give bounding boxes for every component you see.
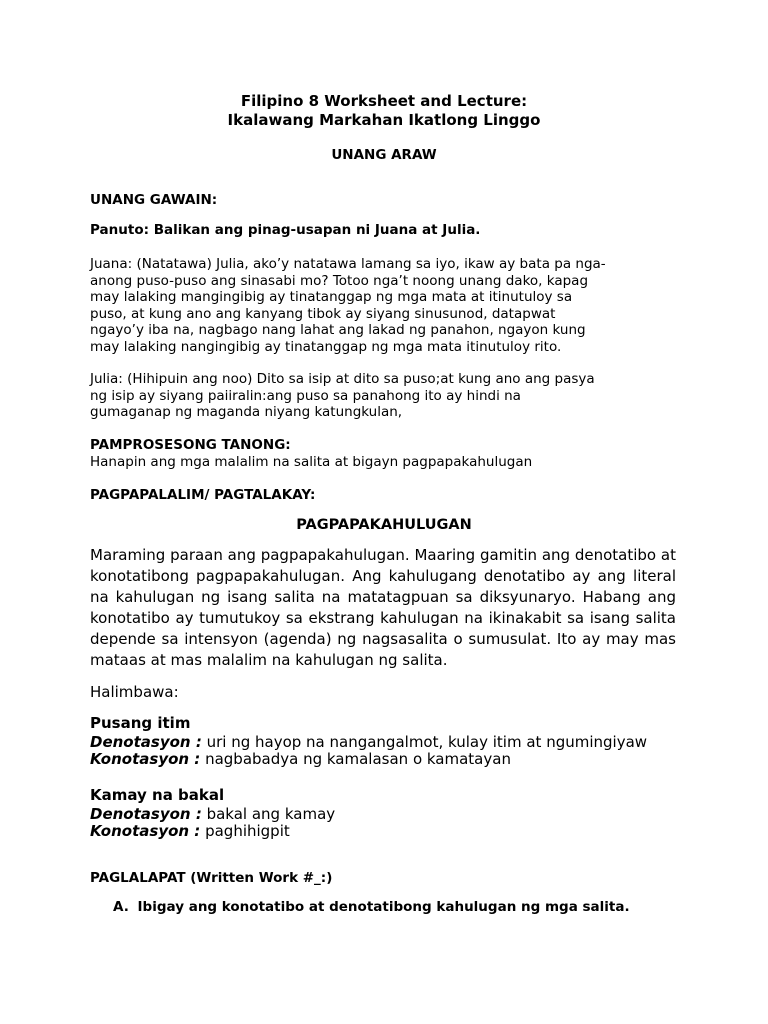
konotasyon-text: paghihigpit [205, 822, 290, 840]
example-term: Kamay na bakal [90, 786, 225, 804]
dialogue-line: may lalaking nangingibig ay tinatanggap ng mga mata itinutuloy rito. [90, 338, 562, 355]
denotasyon-label: Denotasyon : [90, 733, 202, 751]
dialogue-line: ngayo’y iba na, nagbago nang lahat ang lakad ng panahon, ngayon kung [90, 322, 586, 338]
halimbawa-label: Halimbawa: [90, 683, 179, 701]
dialogue-line: puso, at kung ano ang kanyang tibok ay siyang sinusunod, datapwat [90, 305, 556, 322]
dialogue-line: may lalaking mangingibig ay tinatanggap ng mga mata at itinutuloy sa [90, 289, 573, 305]
konotasyon-text: nagbabadya ng kamalasan o kamatayan [205, 750, 511, 768]
instruction-text: Panuto: Balikan ang pinag-usapan ni Juana at Julia. [90, 222, 481, 238]
pamprosesong-tanong-heading: PAMPROSESONG TANONG: [90, 437, 291, 453]
julia-dialogue [90, 371, 595, 421]
dialogue-line: Julia: (Hihipuin ang noo) Dito sa isip at dito sa puso;at kung ano ang pasya [90, 371, 595, 387]
pamprosesong-tanong-text: Hanapin ang mga malalim na salita at bigayn pagpapakahulugan [90, 454, 533, 470]
denotasyon-line [90, 805, 335, 823]
item-marker: A. [113, 899, 129, 915]
item-text: Ibigay ang konotatibo at denotatibong kahulugan ng mga salita. [137, 899, 630, 915]
pagpapalalim-heading: PAGPAPALALIM/ PAGTALAKAY: [90, 487, 316, 503]
dialogue-line: anong puso-puso ang sinasabi mo? Totoo nga’t noong unang dako, kapag [90, 272, 589, 289]
paglalapat-heading: PAGLALAPAT (Written Work #_:) [90, 870, 333, 886]
denotasyon-text: bakal ang kamay [206, 805, 336, 823]
paglalapat-item [113, 899, 630, 916]
denotasyon-line [90, 733, 647, 751]
dialogue-line: gumaganap ng maganda niyang katungkulan, [90, 404, 403, 420]
pagpapakahulugan-heading: PAGPAPAKAHULUGAN [296, 517, 472, 533]
unang-gawain-heading: UNANG GAWAIN: [90, 192, 218, 208]
denotasyon-text: uri ng hayop na nangangalmot, kulay itim at ngumingiyaw [206, 733, 648, 751]
konotasyon-label: Konotasyon : [90, 750, 201, 768]
konotasyon-line [90, 750, 511, 768]
konotasyon-line [90, 822, 290, 840]
juana-dialogue [90, 256, 606, 355]
title-line-2: Ikalawang Markahan Ikatlong Linggo [227, 111, 541, 129]
dialogue-line: Juana: (Natatawa) Julia, ako’y natatawa lamang sa iyo, ikaw ay bata pa nga- [90, 256, 606, 272]
konotasyon-label: Konotasyon : [90, 822, 201, 840]
example-term: Pusang itim [90, 714, 191, 732]
day-heading: UNANG ARAW [331, 147, 437, 163]
denotasyon-label: Denotasyon : [90, 805, 202, 823]
dialogue-line: ng isip ay siyang paiiralin:ang puso sa panahong ito ay hindi na [90, 387, 521, 404]
title-line-1: Filipino 8 Worksheet and Lecture: [240, 92, 528, 110]
lecture-paragraph: Maraming paraan ang pagpapakahulugan. Maaring gamitin ang denotatibo at konotatibong pagpapakahulugan. Ang kahulugang denotatibo ay ang literal na kahulugan ng isang salita na matatagpuan sa diksyunaryo. Habang ang konotatibo ay tumutukoy sa ekstrang kahulugan na ikinakabit sa isang salita depende sa intensyon (agenda) ng nagsasalita o sumusulat. Ito ay may mas mataas at mas malalim na kahulugan ng salita. [90, 546, 676, 669]
